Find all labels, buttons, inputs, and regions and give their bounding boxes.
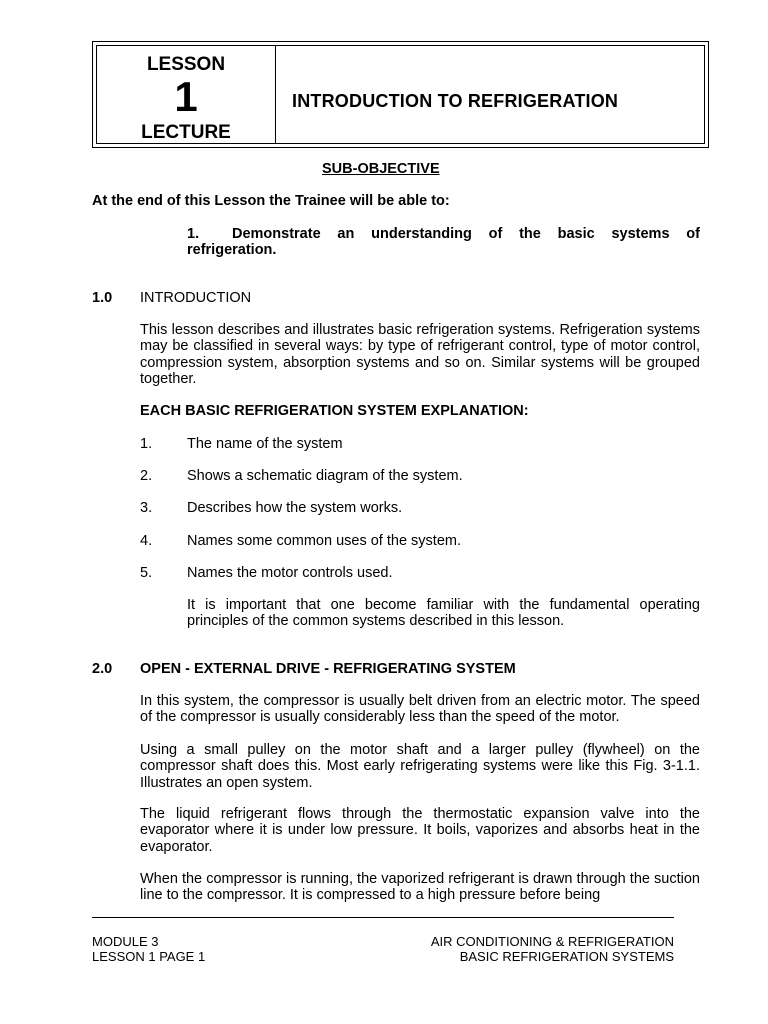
lesson-label: LESSON xyxy=(146,54,226,75)
lesson-header-box xyxy=(92,41,709,148)
footer-rule xyxy=(92,917,674,918)
list-item-number: 2. xyxy=(140,468,153,484)
footer-lesson-page: LESSON 1 PAGE 1 xyxy=(92,949,206,964)
list-item-number: 4. xyxy=(140,533,153,549)
objective-item-text-line1: Demonstrate an understanding of the basic systems of xyxy=(232,226,700,242)
section-2-paragraph: Using a small pulley on the motor shaft and a larger pulley (flywheel) on the compressor shaft does this. Most early refrigerating systems were like this Fig. 3-1.1. Illustrates an open system. xyxy=(140,742,700,791)
section-2-title: OPEN - EXTERNAL DRIVE - REFRIGERATING SYSTEM xyxy=(140,661,516,677)
header-divider xyxy=(275,46,276,143)
lesson-header-inner xyxy=(96,45,705,144)
objective-item-number: 1. xyxy=(187,226,200,242)
footer-module: MODULE 3 xyxy=(92,934,159,949)
list-item-text: Describes how the system works. xyxy=(187,500,403,516)
section-2-paragraph: The liquid refrigerant flows through the thermostatic expansion valve into the evaporator where it is under low pressure. It boils, vaporizes and absorbs heat in the evaporator. xyxy=(140,806,700,855)
section-1-number: 1.0 xyxy=(92,290,113,306)
list-item-text: Names the motor controls used. xyxy=(187,565,393,581)
objective-item-text-line2: refrigeration. xyxy=(187,242,277,258)
list-item-number: 1. xyxy=(140,436,153,452)
footer-course-title: AIR CONDITIONING & REFRIGERATION xyxy=(430,934,674,949)
list-item-number: 3. xyxy=(140,500,153,516)
lesson-title: INTRODUCTION TO REFRIGERATION xyxy=(292,91,619,111)
list-item-number: 5. xyxy=(140,565,153,581)
lesson-number: 1 xyxy=(174,73,198,120)
section-2-number: 2.0 xyxy=(92,661,113,677)
list-item-text: The name of the system xyxy=(187,436,343,452)
section-1-subheading: EACH BASIC REFRIGERATION SYSTEM EXPLANATION: xyxy=(140,403,529,419)
sub-objective-intro: At the end of this Lesson the Trainee will be able to: xyxy=(92,193,450,209)
lecture-label: LECTURE xyxy=(141,122,231,143)
section-2-paragraph: In this system, the compressor is usually belt driven from an electric motor. The speed of the compressor is usually considerably less than the speed of the motor. xyxy=(140,693,700,726)
sub-objective-heading: SUB-OBJECTIVE xyxy=(322,161,440,177)
footer-module-title: BASIC REFRIGERATION SYSTEMS xyxy=(459,949,674,964)
section-1-title: INTRODUCTION xyxy=(140,290,252,306)
section-1-paragraph: This lesson describes and illustrates basic refrigeration systems. Refrigeration systems may be classified in several ways: by type of refrigerant control, type of motor control, compression system, absorption systems and so on. Similar systems will be grouped together. xyxy=(140,322,700,387)
list-item-text: Names some common uses of the system. xyxy=(187,533,461,549)
section-1-closing: It is important that one become familiar with the fundamental operating principles of the common systems described in this lesson. xyxy=(187,597,700,630)
list-item-text: Shows a schematic diagram of the system. xyxy=(187,468,463,484)
section-2-paragraph: When the compressor is running, the vaporized refrigerant is drawn through the suction line to the compressor. It is compressed to a high pressure before being xyxy=(140,871,700,904)
